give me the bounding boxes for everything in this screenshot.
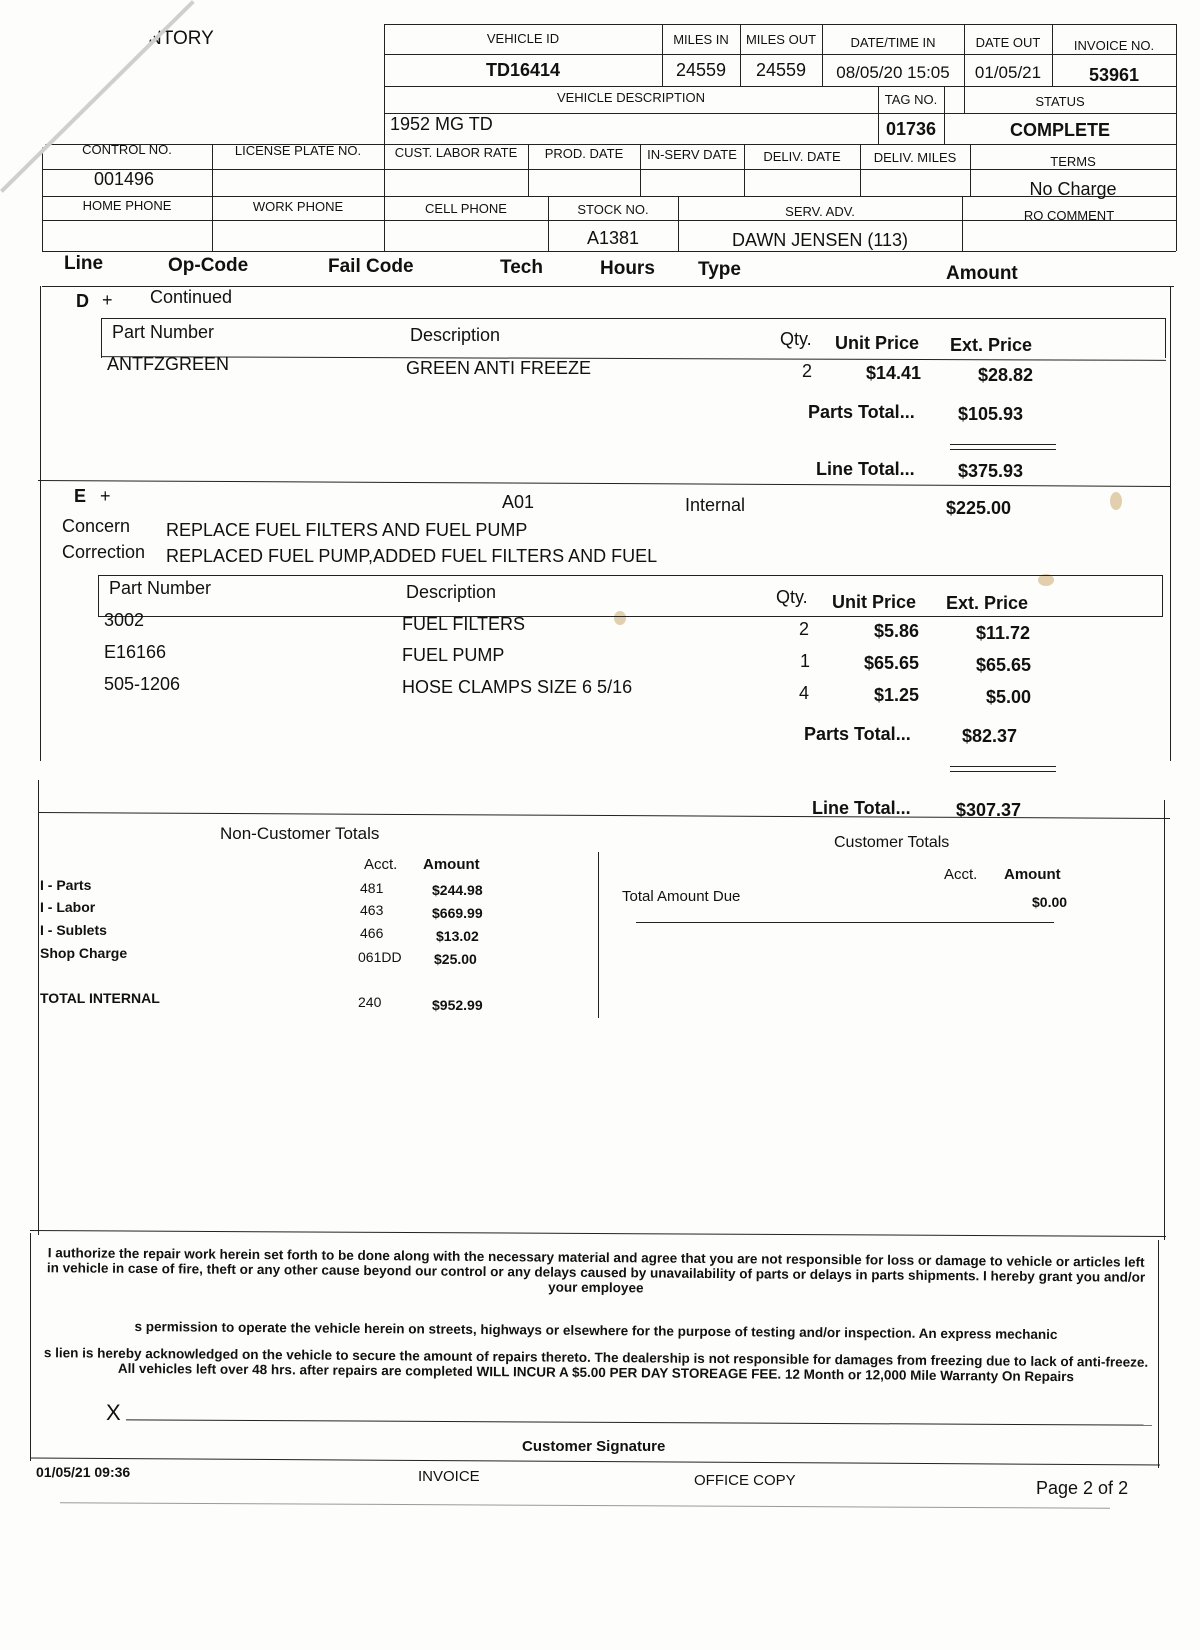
rule	[962, 196, 963, 251]
line-e-op-code: A01	[502, 492, 535, 512]
miles-in-value: 24559	[675, 60, 727, 80]
part-qty: 2	[802, 361, 813, 381]
shop-charge-acct: 061DD	[358, 949, 402, 965]
miles-in-label: MILES IN	[673, 32, 729, 47]
non-customer-title: Non-Customer Totals	[220, 824, 380, 843]
page-number: Page 2 of 2	[1036, 1478, 1129, 1498]
part-description: HOSE CLAMPS SIZE 6 5/16	[402, 677, 633, 697]
cust-labor-rate-label: CUST. LABOR RATE	[394, 145, 518, 160]
customer-signature-label: Customer Signature	[522, 1438, 666, 1455]
rule	[40, 286, 41, 761]
part-number: E16166	[104, 642, 167, 662]
part-description: GREEN ANTI FREEZE	[406, 358, 592, 378]
non-customer-amount-header: Amount	[423, 856, 480, 873]
part-unit-price: $5.86	[874, 621, 920, 641]
serv-adv-value: DAWN JENSEN (113)	[731, 230, 909, 250]
rule	[636, 922, 1054, 923]
internal-sublets-acct: 466	[360, 925, 384, 941]
total-internal-amount: $952.99	[432, 997, 483, 1013]
parts-header-qty: Qty.	[780, 329, 812, 349]
tag-no-value: 01736	[885, 119, 937, 139]
double-rule	[950, 771, 1056, 772]
col-op-code: Op-Code	[168, 255, 249, 276]
work-phone-label: WORK PHONE	[252, 199, 344, 214]
rule	[1158, 1240, 1159, 1468]
part-ext-price: $65.65	[976, 655, 1032, 675]
rule	[212, 144, 213, 251]
correction-text: REPLACED FUEL PUMP,ADDED FUEL FILTERS AND FUEL	[166, 546, 658, 566]
copy-type: OFFICE COPY	[694, 1472, 796, 1489]
line-e-parts-total: $82.37	[962, 726, 1018, 746]
rule	[598, 852, 599, 1018]
line-d-continued: Continued	[150, 287, 233, 307]
non-customer-acct-header: Acct.	[364, 856, 398, 873]
double-rule	[950, 449, 1056, 450]
part-ext-price: $28.82	[978, 365, 1034, 385]
col-fail-code: Fail Code	[328, 256, 414, 277]
part-number: 505-1206	[104, 674, 181, 694]
line-d-line-total: $375.93	[958, 461, 1024, 481]
status-label: STATUS	[1035, 94, 1085, 109]
total-amount-due-label: Total Amount Due	[622, 888, 741, 905]
part-number: 3002	[104, 610, 145, 630]
rule	[30, 1230, 1166, 1237]
internal-parts-label: I - Parts	[40, 877, 92, 893]
part-qty: 1	[800, 651, 811, 671]
line-d-plus: +	[102, 290, 113, 310]
vehicle-description-label: VEHICLE DESCRIPTION	[556, 90, 706, 105]
rule	[38, 780, 39, 1235]
document-type: INVOICE	[418, 1468, 480, 1485]
rule	[1170, 286, 1171, 761]
double-rule	[950, 766, 1056, 767]
cell-phone-label: CELL PHONE	[425, 201, 507, 216]
parts-header-unit-price: Unit Price	[832, 592, 917, 612]
part-qty: 4	[799, 683, 810, 703]
internal-parts-amount: $244.98	[432, 882, 483, 898]
ro-comment-label: RO COMMENT	[1023, 208, 1115, 223]
internal-sublets-amount: $13.02	[436, 928, 479, 944]
parts-header-part-number: Part Number	[109, 578, 212, 598]
status-value: COMPLETE	[1009, 120, 1110, 140]
customer-acct-header: Acct.	[944, 866, 978, 883]
line-e-line-total: $307.37	[956, 800, 1022, 820]
parts-header-ext-price: Ext. Price	[950, 335, 1033, 355]
total-amount-due: $0.00	[1032, 894, 1068, 910]
rule	[384, 24, 1176, 25]
col-tech: Tech	[500, 257, 543, 278]
part-number: ANTFZGREEN	[107, 354, 230, 374]
internal-sublets-label: I - Sublets	[40, 922, 107, 938]
parts-header-description: Description	[406, 582, 497, 602]
prod-date-label: PROD. DATE	[544, 146, 624, 161]
col-hours: Hours	[600, 258, 655, 279]
terms-label: TERMS	[1050, 154, 1096, 169]
rule	[1176, 24, 1177, 251]
tag-no-label: TAG NO.	[884, 92, 938, 107]
internal-labor-acct: 463	[360, 902, 384, 918]
invoice-no-label: INVOICE NO.	[1073, 38, 1155, 53]
print-timestamp: 01/05/21 09:36	[36, 1464, 131, 1480]
part-description: FUEL PUMP	[402, 645, 505, 665]
line-e-line-total-label: Line Total...	[812, 798, 911, 818]
rule	[30, 1458, 1160, 1466]
total-internal-acct: 240	[358, 994, 382, 1010]
part-ext-price: $11.72	[976, 623, 1031, 643]
col-type: Type	[698, 259, 741, 280]
part-description: FUEL FILTERS	[402, 614, 526, 634]
vehicle-id-label: VEHICLE ID	[486, 31, 560, 46]
miles-out-label: MILES OUT	[745, 32, 817, 47]
rule	[60, 1502, 1110, 1508]
part-ext-price: $5.00	[986, 687, 1032, 707]
stain-mark	[1110, 492, 1122, 510]
customer-amount-header: Amount	[1004, 866, 1061, 883]
vehicle-id-value: TD16414	[485, 60, 561, 80]
terms-value: No Charge	[1029, 179, 1117, 199]
line-e-parts-total-label: Parts Total...	[804, 724, 911, 744]
legal-paragraph-3: s lien is hereby acknowledged on the vehicle to secure the amount of repairs thereto. The dealership is not responsible for damages from freezing due to lack of anti-freeze. All vehicles left over 48 hrs. after repairs are completed WILL INCUR A $5.00 PER DAY STOREAGE FEE. 12 Month or 12,000 Mile Warranty On Repairs	[43, 1345, 1149, 1385]
correction-label: Correction	[62, 542, 146, 562]
part-unit-price: $1.25	[874, 685, 920, 705]
date-time-in-label: DATE/TIME IN	[850, 35, 936, 50]
col-line: Line	[64, 253, 104, 274]
rule	[384, 86, 1176, 87]
stock-no-label: STOCK NO.	[577, 202, 649, 217]
parts-header-description: Description	[410, 325, 501, 345]
vehicle-description-value: 1952 MG TD	[390, 114, 493, 134]
license-plate-label: LICENSE PLATE NO.	[234, 143, 362, 158]
col-amount: Amount	[946, 263, 1018, 284]
line-d-letter: D	[76, 291, 89, 311]
rule	[1164, 800, 1165, 1240]
date-out-label: DATE OUT	[975, 35, 1041, 50]
deliv-miles-label: DELIV. MILES	[873, 150, 957, 165]
line-d-line-total-label: Line Total...	[816, 459, 915, 479]
part-unit-price: $65.65	[864, 653, 920, 673]
rule	[384, 24, 385, 251]
in-serv-date-label: IN-SERV DATE	[647, 147, 737, 162]
line-e-plus: +	[100, 486, 111, 506]
date-time-in-value: 08/05/20 15:05	[836, 63, 950, 82]
line-e-letter: E	[74, 486, 87, 506]
control-no-label: CONTROL NO.	[82, 142, 172, 157]
part-unit-price: $14.41	[866, 363, 922, 383]
line-d-parts-total: $105.93	[958, 404, 1024, 424]
concern-label: Concern	[62, 516, 131, 536]
deliv-date-label: DELIV. DATE	[763, 149, 841, 164]
miles-out-value: 24559	[755, 60, 807, 80]
parts-header-unit-price: Unit Price	[835, 333, 920, 353]
concern-text: REPLACE FUEL FILTERS AND FUEL PUMP	[166, 520, 528, 540]
home-phone-label: HOME PHONE	[82, 198, 172, 213]
part-qty: 2	[799, 619, 810, 639]
serv-adv-label: SERV. ADV.	[785, 204, 855, 219]
line-e-type: Internal	[685, 495, 746, 515]
total-internal-label: TOTAL INTERNAL	[40, 990, 160, 1006]
customer-totals-title: Customer Totals	[834, 834, 950, 851]
legal-paragraph-2: s permission to operate the vehicle herein on streets, highways or elsewhere for the purpose of testing and/or inspection. An express mechanic	[134, 1318, 1058, 1343]
line-e-amount: $225.00	[946, 498, 1012, 518]
shop-charge-amount: $25.00	[434, 951, 477, 967]
rule	[384, 113, 1176, 114]
signature-line[interactable]	[126, 1419, 1152, 1425]
internal-labor-label: I - Labor	[40, 899, 96, 915]
internal-parts-acct: 481	[360, 880, 384, 896]
line-d-parts-total-label: Parts Total...	[808, 402, 915, 422]
parts-header-part-number: Part Number	[112, 322, 215, 342]
control-no-value: 001496	[94, 169, 155, 189]
rule	[42, 251, 1176, 252]
internal-labor-amount: $669.99	[432, 905, 483, 921]
legal-paragraph-1: I authorize the repair work herein set forth to be done along with the necessary material and agree that you are not responsible for loss or damage to vehicle or articles left in vehicle in case of fire, theft or any other cause beyond our control or any delays caused by unavailability of parts or delays in parts shipments. I hereby grant you and/or your employee	[46, 1245, 1146, 1296]
signature-x-mark: X	[106, 1400, 121, 1425]
shop-charge-label: Shop Charge	[40, 945, 128, 961]
form-title-fragment: NTORY	[148, 28, 214, 49]
date-out-value: 01/05/21	[974, 63, 1042, 82]
invoice-no-value: 53961	[1088, 65, 1140, 85]
stock-no-value: A1381	[586, 228, 640, 248]
rule	[384, 54, 1176, 55]
double-rule	[950, 444, 1056, 445]
parts-header-ext-price: Ext. Price	[946, 593, 1029, 613]
parts-header-qty: Qty.	[776, 587, 808, 607]
rule	[30, 1233, 31, 1461]
